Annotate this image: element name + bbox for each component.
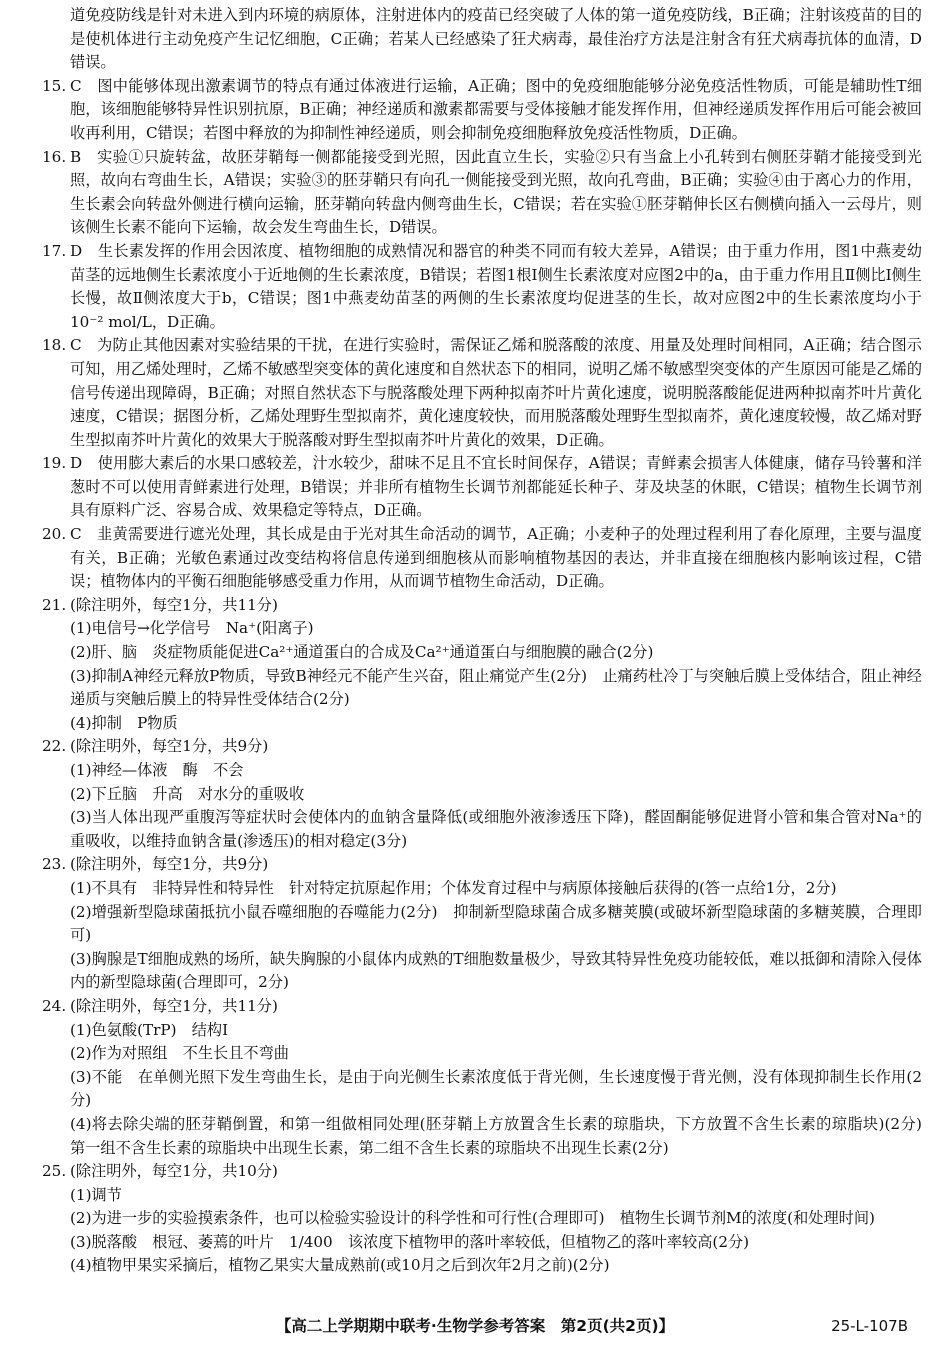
item-text: B 实验①只旋转盆，故胚芽鞘每一侧都能接受到光照，因此直立生长，实验②只有当盒上小孔转到右侧胚芽鞘才能接受到光照，故向右弯曲生长，A错误；实验③的胚芽鞘只有向孔一侧能接受到光照，故向孔弯曲，B正确；实验④由于离心力的作用，生长素会向转盘外侧进行横向运输，胚芽鞘向转盘内侧弯曲生长，C错误；若在实验①胚芽鞘伸长区右侧横向插入一云母片，则该侧生长素不能向下运输，故会发生弯曲生长，D错误。: [70, 147, 922, 237]
item-text: C 韭黄需要进行遮光处理，其长成是由于光对其生命活动的调节，A正确；小麦种子的处理过程利用了春化原理，主要与温度有关，B正确；光敏色素通过改变结构将信息传递到细胞核从而影响植物基因的表达，并非直接在细胞核内影响该过程，C错误；植物体内的平衡石细胞能够感受重力作用，从而调节植物生命活动，D正确。: [70, 525, 922, 591]
sub-answer: (2)增强新型隐球菌抵抗小鼠吞噬细胞的吞噬能力(2分) 抑制新型隐球菌合成多糖荚膜(或破坏新型隐球菌的多糖荚膜，合理即可): [70, 902, 922, 945]
sub-answer: (2)下丘脑 升高 对水分的重吸收: [70, 784, 305, 803]
section-header-row: [42, 853, 922, 877]
item-number: 16.: [42, 147, 67, 166]
item-text: C 为防止其他因素对实验结果的干扰，在进行实验时，需保证乙烯和脱落酸的浓度、用量及处理时间相同，A正确；结合图示可知，用乙烯处理时，乙烯不敏感型突变体的黄化速度和自然状态下的相同，说明乙烯不敏感型突变体的产生原因可能是乙烯的信号传递出现障碍，B正确；对照自然状态下与脱落酸处理下两种拟南芥叶片黄化速度，说明脱落酸能促进两种拟南芥叶片黄化速度，C错误；据图分析，乙烯处理野生型拟南芥，黄化速度较快，而用脱落酸处理野生型拟南芥，黄化速度较慢，故乙烯对野生型拟南芥叶片黄化的效果大于脱落酸对野生型拟南芥叶片黄化的效果，D正确。: [70, 336, 922, 449]
answer-item-18: [42, 334, 922, 452]
answer-section-23: [42, 853, 922, 995]
sub-answer: (3)不能 在单侧光照下发生弯曲生长，是由于向光侧生长素浓度低于背光侧，生长速度慢于背光侧，没有体现抑制生长作用(2分): [70, 1067, 922, 1110]
sub-answer: (1)调节: [70, 1185, 122, 1204]
section-number: 21.: [42, 595, 67, 614]
sub-answer: (4)植物甲果实采摘后，植物乙果实大量成熟前(或10月之后到次年2月之前)(2分): [70, 1256, 610, 1275]
page-footer: [0, 1313, 950, 1339]
item-number: 17.: [42, 241, 67, 260]
item-text: C 图中能够体现出激素调节的特点有通过体液进行运输，A正确；图中的免疫细胞能够分泌免疫活性物质，可能是辅助性T细胞，该细胞能够特异性识别抗原，B正确；神经递质和激素都需要与受体接触才能发挥作用，但神经递质发挥作用后可能会被回收再利用，C错误；若图中释放的为抑制性神经递质，则会抑制免疫细胞释放免疫活性物质，D正确。: [70, 76, 922, 142]
answer-section-24: [42, 995, 938, 1160]
answer-section-21: [42, 594, 922, 736]
sub-answer: (3)抑制A神经元释放P物质，导致B神经元不能产生兴奋，阻止痛觉产生(2分) 止痛药杜冷丁与突触后膜上受体结合，阻止神经递质与突触后膜上的特异性受体结合(2分): [70, 666, 922, 709]
sub-answer: (2)为进一步的实验摸索条件，也可以检验实验设计的科学性和可行性(合理即可) 植物生长调节剂M的浓度(和处理时间): [70, 1209, 875, 1228]
section-scoring-note: (除注明外，每空1分，共9分): [70, 737, 269, 756]
answer-section-25: [42, 1160, 922, 1278]
sub-answer: (3)脱落酸 根冠、萎蔫的叶片 1/400 该浓度下植物甲的落叶率较低，但植物乙的落叶率较高(2分): [70, 1232, 750, 1251]
answer-14-continuation: 道免疫防线是针对未进入到内环境的病原体，注射进体内的疫苗已经突破了人体的第一道免疫防线，B正确；注射该疫苗的目的是使机体进行主动免疫产生记忆细胞，C正确；若某人已经感染了狂犬病毒，最佳治疗方法是注射含有狂犬病毒抗体的血清，D错误。: [70, 6, 922, 72]
sub-answer: (2)作为对照组 不生长且不弯曲: [70, 1044, 289, 1063]
sub-answer: (1)神经—体液 酶 不会: [70, 761, 244, 779]
item-text: D 使用膨大素后的水果口感较差，汁水较少，甜味不足且不宜长时间保存，A错误；青鲜素会损害人体健康，储存马铃薯和洋葱时不可以使用青鲜素进行处理，B错误；并非所有植物生长调节剂都能延长种子、芽及块茎的休眠，C错误；植物生长调节剂具有原料广泛、容易合成、效果稳定等特点，D正确。: [70, 454, 922, 520]
section-header-row: [42, 594, 922, 618]
item-number: 15.: [42, 76, 67, 95]
answer-item-17: [42, 240, 922, 334]
section-header-row: [42, 1160, 922, 1184]
answer-item-19: [42, 452, 922, 523]
answer-section-22: [42, 735, 922, 853]
section-number: 25.: [42, 1162, 67, 1181]
section-header-row: [42, 735, 922, 759]
answer-content: [42, 4, 938, 1278]
item-number: 19.: [42, 454, 67, 473]
sub-answer: (4)将去除尖端的胚芽鞘倒置，和第一组做相同处理(胚芽鞘上方放置含生长素的琼脂块，下方放置不含生长素的琼脂块)(2分) 第一组不含生长素的琼脂块中出现生长素，第二组不含生长素的琼脂块不出现生长素(2分): [70, 1114, 938, 1157]
item-number: 18.: [42, 336, 67, 355]
section-number: 23.: [42, 855, 67, 874]
sub-answer: (3)当人体出现严重腹泻等症状时会使体内的血钠含量降低(或细胞外液渗透压下降)，醛固酮能够促进肾小管和集合管对Na⁺的重吸收，以维持血钠含量(渗透压)的相对稳定(3分): [70, 808, 922, 850]
sub-answer: (1)不具有 非特异性和特异性 针对特定抗原起作用；个体发育过程中与病原体接触后获得的(答一点给1分，2分): [70, 878, 837, 897]
section-header-row: [42, 995, 922, 1019]
section-scoring-note: (除注明外，每空1分，共11分): [70, 996, 278, 1015]
answer-item-16: [42, 146, 922, 240]
sub-answer: (3)胸腺是T细胞成熟的场所，缺失胸腺的小鼠体内成熟的T细胞数量极少，导致其特异性免疫功能较低，难以抵御和清除入侵体内的新型隐球菌(合理即可，2分): [70, 949, 922, 992]
footer-title: 【高二上学期期中联考·生物学参考答案 第2页(共2页)】: [275, 1317, 675, 1335]
item-text: D 生长素发挥的作用会因浓度、植物细胞的成熟情况和器官的种类不同而有较大差异，A错误；由于重力作用，图1中燕麦幼苗茎的远地侧生长素浓度小于近地侧的生长素浓度，B错误；若图1根Ⅰ侧生长素浓度对应图2中的a，由于重力作用且Ⅱ侧比Ⅰ侧生长慢，故Ⅱ侧浓度大于b，C错误；图1中燕麦幼苗茎的两侧的生长素浓度均促进茎的生长，故对应图2中的生长素浓度均小于10⁻² mol/L，D正确。: [70, 241, 922, 331]
sub-answer: (1)色氨酸(TrP) 结构Ⅰ: [70, 1020, 229, 1039]
answer-item-20: [42, 523, 922, 594]
section-scoring-note: (除注明外，每空1分，共11分): [70, 595, 278, 614]
footer-doc-code: 25-L-107B: [831, 1317, 908, 1335]
item-number: 20.: [42, 525, 67, 544]
sub-answer: (4)抑制 P物质: [70, 713, 178, 732]
section-scoring-note: (除注明外，每空1分，共9分): [70, 855, 269, 874]
sub-answer: (2)肝、脑 炎症物质能促进Ca²⁺通道蛋白的合成及Ca²⁺通道蛋白与细胞膜的融合(2分): [70, 643, 654, 662]
section-number: 24.: [42, 996, 67, 1015]
section-scoring-note: (除注明外，每空1分，共10分): [70, 1162, 278, 1181]
section-number: 22.: [42, 737, 67, 756]
answer-item-15: [42, 75, 922, 146]
sub-answer: (1)电信号→化学信号 Na⁺(阳离子): [70, 619, 314, 638]
